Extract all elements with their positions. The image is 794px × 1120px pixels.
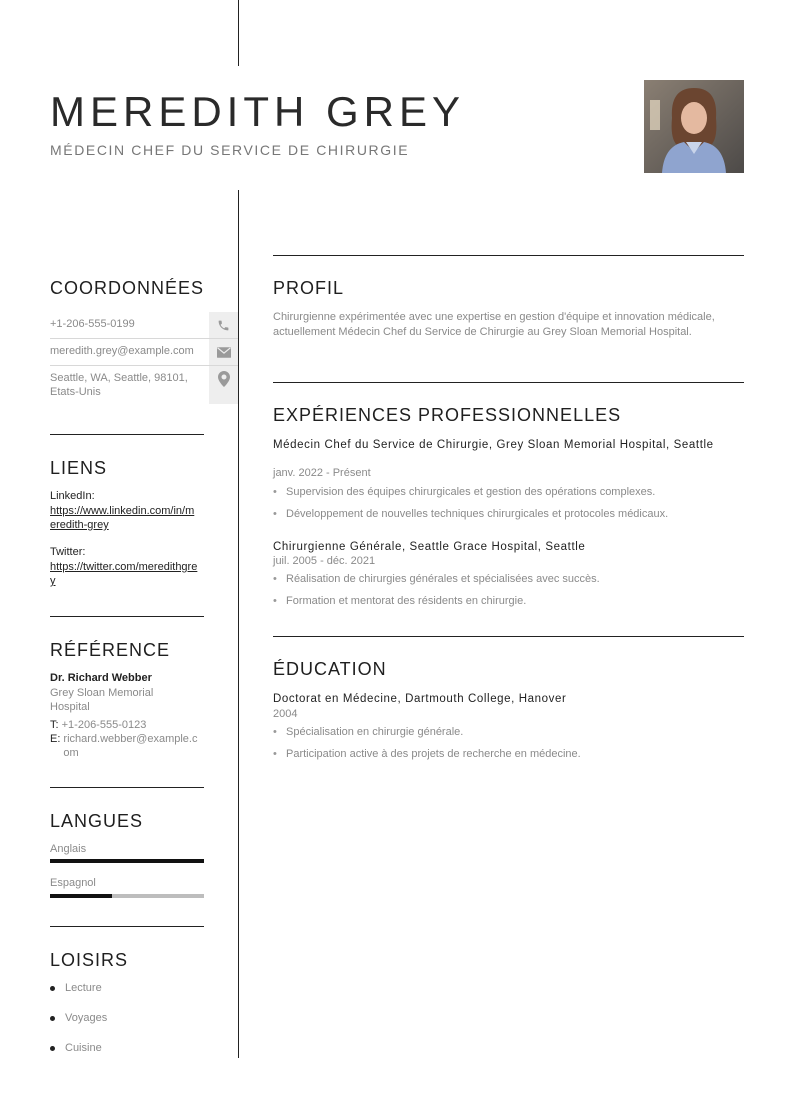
profile-section-title: PROFIL xyxy=(273,278,345,298)
left-divider-3 xyxy=(50,787,204,788)
hobby-item xyxy=(50,1042,102,1054)
contact-phone: +1-206-555-0199 xyxy=(50,318,135,330)
profile-photo xyxy=(644,80,744,173)
reference-phone-label: T: xyxy=(50,719,59,731)
reference-email: richard.webber@example.com xyxy=(63,733,198,759)
reference-phone: +1-206-555-0123 xyxy=(61,719,147,731)
twitter-label: Twitter: xyxy=(50,546,86,558)
education-bullet: • Spécialisation en chirurgie générale. xyxy=(273,726,463,738)
languages-section-title: LANGUES xyxy=(50,811,144,831)
education-heading: Doctorat en Médecine, Dartmouth College, Hanover xyxy=(273,693,567,705)
envelope-icon xyxy=(209,339,238,365)
top-divider-line xyxy=(238,0,239,66)
job-heading: Médecin Chef du Service de Chirurgie, Grey Sloan Memorial Hospital, Seattle xyxy=(273,439,714,451)
phone-icon xyxy=(209,312,238,338)
education-bullet: • Participation active à des projets de recherche en médecine. xyxy=(273,748,581,760)
job-dates: juil. 2005 - déc. 2021 xyxy=(273,555,376,567)
candidate-name: MEREDITH GREY xyxy=(50,88,466,135)
job-bullet: • Réalisation de chirurgies générales et spécialisées avec succès. xyxy=(273,573,600,585)
hobby-label: Lecture xyxy=(65,982,102,994)
linkedin-label: LinkedIn: xyxy=(50,490,95,502)
language-level-fill xyxy=(50,894,112,898)
job-bullet: • Formation et mentorat des résidents en chirurgie. xyxy=(273,595,526,607)
hobbies-section-title: LOISIRS xyxy=(50,950,129,970)
hobby-item xyxy=(50,1012,107,1024)
reference-org: Grey Sloan Memorial Hospital xyxy=(50,687,154,713)
contact-section-title: COORDONNÉES xyxy=(50,278,205,298)
bullet-dot-icon xyxy=(50,1046,55,1051)
language-name: Anglais xyxy=(50,843,87,855)
linkedin-link[interactable]: https://www.linkedin.com/in/meredith-grey xyxy=(50,505,195,531)
reference-section-title: RÉFÉRENCE xyxy=(50,640,171,660)
reference-email-label: E: xyxy=(50,733,61,745)
contact-address: Seattle, WA, Seattle, 98101, Etats-Unis xyxy=(50,372,188,398)
twitter-link[interactable]: https://twitter.com/meredithgrey xyxy=(50,561,198,587)
education-date: 2004 xyxy=(273,708,298,720)
bullet-dot-icon xyxy=(50,986,55,991)
reference-name: Dr. Richard Webber xyxy=(50,672,152,684)
right-divider-2 xyxy=(273,382,744,383)
language-level-fill xyxy=(50,859,204,863)
experience-section-title: EXPÉRIENCES PROFESSIONNELLES xyxy=(273,405,622,425)
bullet-dot-icon xyxy=(50,1016,55,1021)
profile-text: Chirurgienne expérimentée avec une expertise en gestion d'équipe et innovation médicale, actuellement Médecin Chef du Service de Chirurgie au Grey Sloan Memorial Hospital. xyxy=(273,311,715,338)
right-divider-1 xyxy=(273,255,744,256)
reference-email-line xyxy=(50,732,204,760)
language-level-bar xyxy=(50,859,204,863)
links-section-title: LIENS xyxy=(50,458,108,478)
job-bullet: • Développement de nouvelles techniques chirurgicales et protocoles médicaux. xyxy=(273,508,668,520)
job-bullet: • Supervision des équipes chirurgicales et gestion des opérations complexes. xyxy=(273,486,655,498)
location-pin-icon xyxy=(209,366,238,404)
job-dates: janv. 2022 - Présent xyxy=(273,467,371,479)
hobby-label: Cuisine xyxy=(65,1042,102,1054)
education-section-title: ÉDUCATION xyxy=(273,659,387,679)
language-name: Espagnol xyxy=(50,877,96,889)
hobby-item xyxy=(50,982,102,994)
left-divider-4 xyxy=(50,926,204,927)
left-divider-2 xyxy=(50,616,204,617)
contact-email: meredith.grey@example.com xyxy=(50,345,194,357)
right-divider-3 xyxy=(273,636,744,637)
hobby-label: Voyages xyxy=(65,1012,108,1024)
column-divider-line xyxy=(238,190,239,1058)
reference-phone-line xyxy=(50,718,204,732)
language-level-bar xyxy=(50,894,204,898)
left-divider-1 xyxy=(50,434,204,435)
job-heading: Chirurgienne Générale, Seattle Grace Hospital, Seattle xyxy=(273,541,586,553)
candidate-title: MÉDECIN CHEF DU SERVICE DE CHIRURGIE xyxy=(50,142,410,158)
